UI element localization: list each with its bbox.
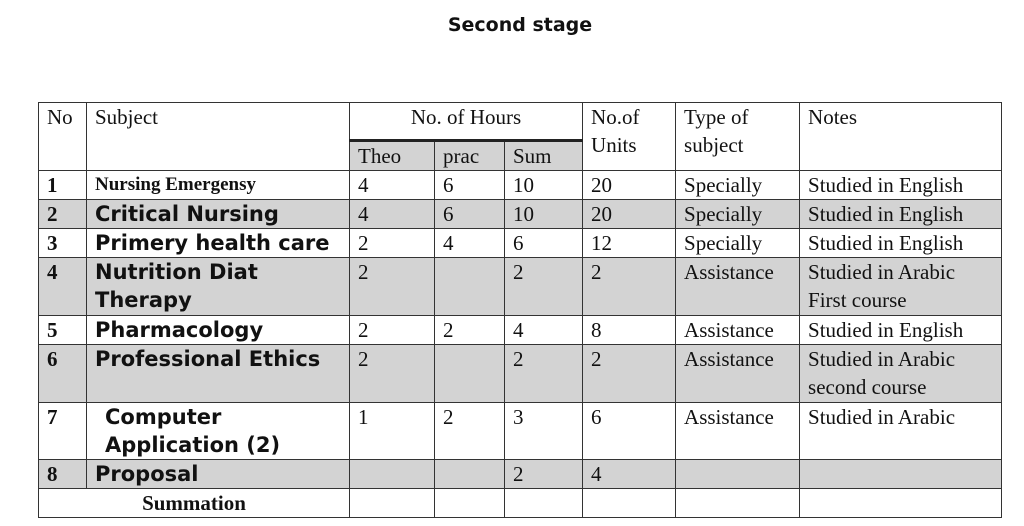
row-prac: 4 [435,229,505,258]
row-no: 4 [39,258,87,316]
header-subject: Subject [87,103,350,171]
header-hours: No. of Hours [350,103,583,141]
summation-type [676,489,800,518]
row-sum: 3 [505,403,583,460]
row-units: 2 [583,258,676,316]
row-no: 1 [39,171,87,200]
row-prac [435,258,505,316]
row-subject: Professional Ethics [87,345,350,403]
summation-units [583,489,676,518]
row-prac: 6 [435,171,505,200]
row-sum: 4 [505,316,583,345]
row-notes: Studied in Arabic second course [800,345,1002,403]
summation-theo [350,489,435,518]
row-units: 20 [583,200,676,229]
row-no: 5 [39,316,87,345]
table-row [39,171,1002,200]
row-subject: Primery health care [87,229,350,258]
row-theo: 2 [350,258,435,316]
row-no: 7 [39,403,87,460]
row-type [676,460,800,489]
summation-label: Summation [39,489,350,518]
row-units: 8 [583,316,676,345]
row-notes: Studied in English [800,200,1002,229]
row-theo: 2 [350,229,435,258]
row-subject: Critical Nursing [87,200,350,229]
header-type: Type of subject [676,103,800,171]
row-sum: 2 [505,258,583,316]
row-prac: 2 [435,316,505,345]
row-units: 12 [583,229,676,258]
row-notes [800,460,1002,489]
table-row [39,200,1002,229]
table-row [39,460,1002,489]
row-type: Assistance [676,345,800,403]
row-no: 8 [39,460,87,489]
header-row [39,103,1002,141]
row-notes: Studied in Arabic First course [800,258,1002,316]
table-row [39,345,1002,403]
row-theo: 2 [350,345,435,403]
row-units: 20 [583,171,676,200]
row-type: Specially [676,171,800,200]
row-prac [435,460,505,489]
row-prac [435,345,505,403]
row-subject: Computer Application (2) [87,403,350,460]
row-theo: 4 [350,200,435,229]
row-subject: Nursing Emergensy [87,171,350,200]
row-notes: Studied in Arabic [800,403,1002,460]
header-notes: Notes [800,103,1002,171]
table-row [39,403,1002,460]
row-theo: 1 [350,403,435,460]
curriculum-table [38,102,1002,518]
header-sum: Sum [505,141,583,171]
row-type: Specially [676,200,800,229]
row-notes: Studied in English [800,316,1002,345]
row-sum: 6 [505,229,583,258]
page-title: Second stage [447,14,593,36]
row-prac: 6 [435,200,505,229]
table-row [39,258,1002,316]
row-subject: Pharmacology [87,316,350,345]
row-no: 2 [39,200,87,229]
header-theo: Theo [350,141,435,171]
row-notes: Studied in English [800,171,1002,200]
row-sum: 10 [505,171,583,200]
row-theo: 2 [350,316,435,345]
summation-prac [435,489,505,518]
row-subject: Proposal [87,460,350,489]
row-units: 6 [583,403,676,460]
row-type: Assistance [676,316,800,345]
row-units: 4 [583,460,676,489]
row-type: Assistance [676,403,800,460]
row-theo [350,460,435,489]
row-sum: 2 [505,460,583,489]
table-row [39,229,1002,258]
row-type: Specially [676,229,800,258]
row-notes: Studied in English [800,229,1002,258]
summation-row [39,489,1002,518]
summation-sum [505,489,583,518]
header-prac: prac [435,141,505,171]
summation-notes [800,489,1002,518]
row-type: Assistance [676,258,800,316]
header-no: No [39,103,87,171]
row-no: 3 [39,229,87,258]
row-sum: 10 [505,200,583,229]
table-row [39,316,1002,345]
row-subject: Nutrition Diat Therapy [87,258,350,316]
row-theo: 4 [350,171,435,200]
row-no: 6 [39,345,87,403]
row-units: 2 [583,345,676,403]
header-units: No.of Units [583,103,676,171]
row-sum: 2 [505,345,583,403]
row-prac: 2 [435,403,505,460]
